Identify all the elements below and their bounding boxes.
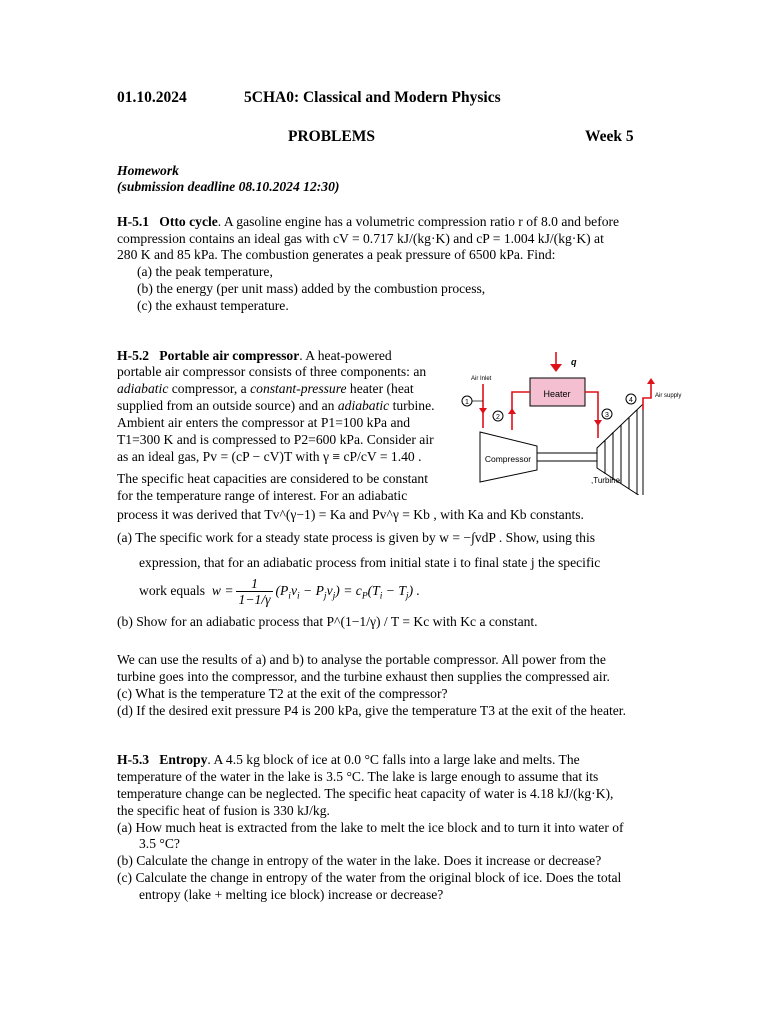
h52-line1 — [117, 348, 392, 364]
h53-line4: the specific heat of fusion is 330 kJ/kg. — [117, 803, 330, 818]
heat-arrow-head — [550, 364, 562, 372]
state-1-label: 1 — [465, 399, 469, 406]
pipe-3-arrow — [594, 420, 602, 426]
h53-a-line1: (a) How much heat is extracted from the lake to melt the ice block and to turn it into water of — [117, 820, 624, 835]
h52-line4-c: turbine. — [389, 398, 435, 413]
h52-line5: Ambient air enters the compressor at P1=100 kPa and — [117, 415, 411, 430]
pipe-3 — [585, 392, 598, 438]
h52-line8: The specific heat capacities are considered to be constant — [117, 471, 428, 486]
inlet-arrow — [479, 408, 487, 414]
h52-line10: process it was derived that Tv^(γ−1) = Ka and Pv^γ = Kb , with Ka and Kb constants. — [117, 507, 584, 522]
homework-deadline: (submission deadline 08.10.2024 12:30) — [117, 179, 340, 194]
state-2-label: 2 — [496, 414, 500, 421]
h51-item-a: (a) the peak temperature, — [137, 264, 273, 279]
h52-line7: as an ideal gas, Pv = (cP − cV)T with γ ≡ cP/cV = 1.40 . — [117, 449, 422, 464]
air-inlet-label: Air Inlet — [471, 376, 492, 382]
header-section: PROBLEMS — [288, 128, 375, 145]
h52-adiabatic-2: adiabatic — [337, 398, 390, 413]
h52-b: (b) Show for an adiabatic process that P^(1−1/γ) / T = Kc with Kc a constant. — [117, 614, 538, 629]
h51-item-b: (b) the energy (per unit mass) added by the combustion process, — [137, 281, 486, 296]
h52-line9: for the temperature range of interest. For an adiabatic — [117, 488, 408, 503]
h52-c: (c) What is the temperature T2 at the exit of the compressor? — [117, 686, 448, 701]
h52-line3-d: heater (heat — [346, 381, 414, 396]
h53-c-line1: (c) Calculate the change in entropy of the water from the original block of ice. Does the total — [117, 870, 622, 885]
h52-line3-b: compressor, a — [168, 381, 251, 396]
h53-line1-text: . A 4.5 kg block of ice at 0.0 °C falls into a large lake and melts. The — [207, 752, 580, 767]
state-3-label: 3 — [605, 412, 609, 419]
pipe-2 — [512, 392, 530, 430]
compressor-diagram — [455, 350, 695, 495]
h52-line4-a: supplied from an outside source) and an — [117, 398, 338, 413]
h52-para1: We can use the results of a) and b) to analyse the portable compressor. All power from the — [117, 652, 606, 667]
h51-line3: 280 K and 85 kPa. The combustion generates a peak pressure of 6500 kPa. Find: — [117, 247, 556, 262]
h52-a-line3 — [139, 573, 420, 609]
h53-title: Entropy — [159, 752, 208, 767]
header-week: Week 5 — [585, 128, 634, 145]
h52-adiabatic-1: adiabatic — [117, 381, 169, 396]
h52-line4 — [117, 398, 435, 414]
pipe-2-arrow — [508, 408, 516, 414]
h53-line1 — [117, 752, 580, 768]
header-course: 5CHA0: Classical and Modern Physics — [244, 89, 501, 106]
shaft — [537, 453, 597, 461]
h52-a-line1: (a) The specific work for a steady state process is given by w = −∫vdP . Show, using this — [117, 530, 596, 545]
h53-b: (b) Calculate the change in entropy of the water in the lake. Does it increase or decrease? — [117, 853, 602, 868]
h51-line1-text: . A gasoline engine has a volumetric compression ratio r of 8.0 and before — [217, 214, 620, 229]
turbine-label: ,Turbine — [591, 476, 621, 485]
h51-title: Otto cycle — [159, 214, 218, 229]
h53-c-line2: entropy (lake + melting ice block) increase or decrease? — [139, 887, 444, 902]
h52-a-work-equals: work equals — [139, 583, 206, 598]
h52-line6: T1=300 K and is compressed to P2=600 kPa. Consider air — [117, 432, 434, 447]
h52-para2: turbine goes into the compressor, and the turbine exhaust then supplies the compressed air. — [117, 669, 610, 684]
air-supply-label: Air supply — [655, 393, 682, 399]
homework-title: Homework — [117, 163, 179, 178]
h52-number: H-5.2 — [117, 348, 150, 363]
h51-number: H-5.1 — [117, 214, 150, 229]
h52-d: (d) If the desired exit pressure P4 is 200 kPa, give the temperature T3 at the exit of the heater. — [117, 703, 626, 718]
state-4-label: 4 — [629, 397, 633, 404]
heater-label: Heater — [543, 389, 571, 399]
compressor-label: Compressor — [484, 454, 532, 464]
h52-title: Portable air compressor — [159, 348, 300, 363]
header-date: 01.10.2024 — [117, 89, 187, 106]
h53-line2: temperature of the water in the lake is 3.5 °C. The lake is large enough to assume that its — [117, 769, 599, 784]
h52-work-formula: w = $\frac{1}{1-1/\gamma}$ $(P_iv_i - P_jv_j) = c_P(T_i - T_j)$ . — [208, 576, 420, 608]
h52-line2: portable air compressor consists of three components: an — [117, 364, 427, 379]
h51-line2: compression contains an ideal gas with cV = 0.717 kJ/(kg·K) and cP = 1.004 kJ/(kg·K) at — [117, 231, 604, 246]
h53-a-line2: 3.5 °C? — [139, 836, 180, 851]
h51-item-c: (c) the exhaust temperature. — [137, 298, 289, 313]
h53-line3: temperature change can be neglected. The specific heat capacity of water is 4.18 kJ/(kg·K), — [117, 786, 614, 801]
h52-line1-text: . A heat-powered — [299, 348, 392, 363]
h53-number: H-5.3 — [117, 752, 150, 767]
h52-constant-pressure: constant-pressure — [250, 381, 347, 396]
h52-line3 — [117, 381, 414, 397]
heat-q-label: q — [571, 357, 577, 367]
pipe-4-arrow — [647, 378, 655, 384]
h52-a-line2: expression, that for an adiabatic process from initial state i to final state j the specific — [139, 555, 601, 570]
pipe-4 — [643, 380, 651, 410]
h51-line1 — [117, 214, 619, 230]
